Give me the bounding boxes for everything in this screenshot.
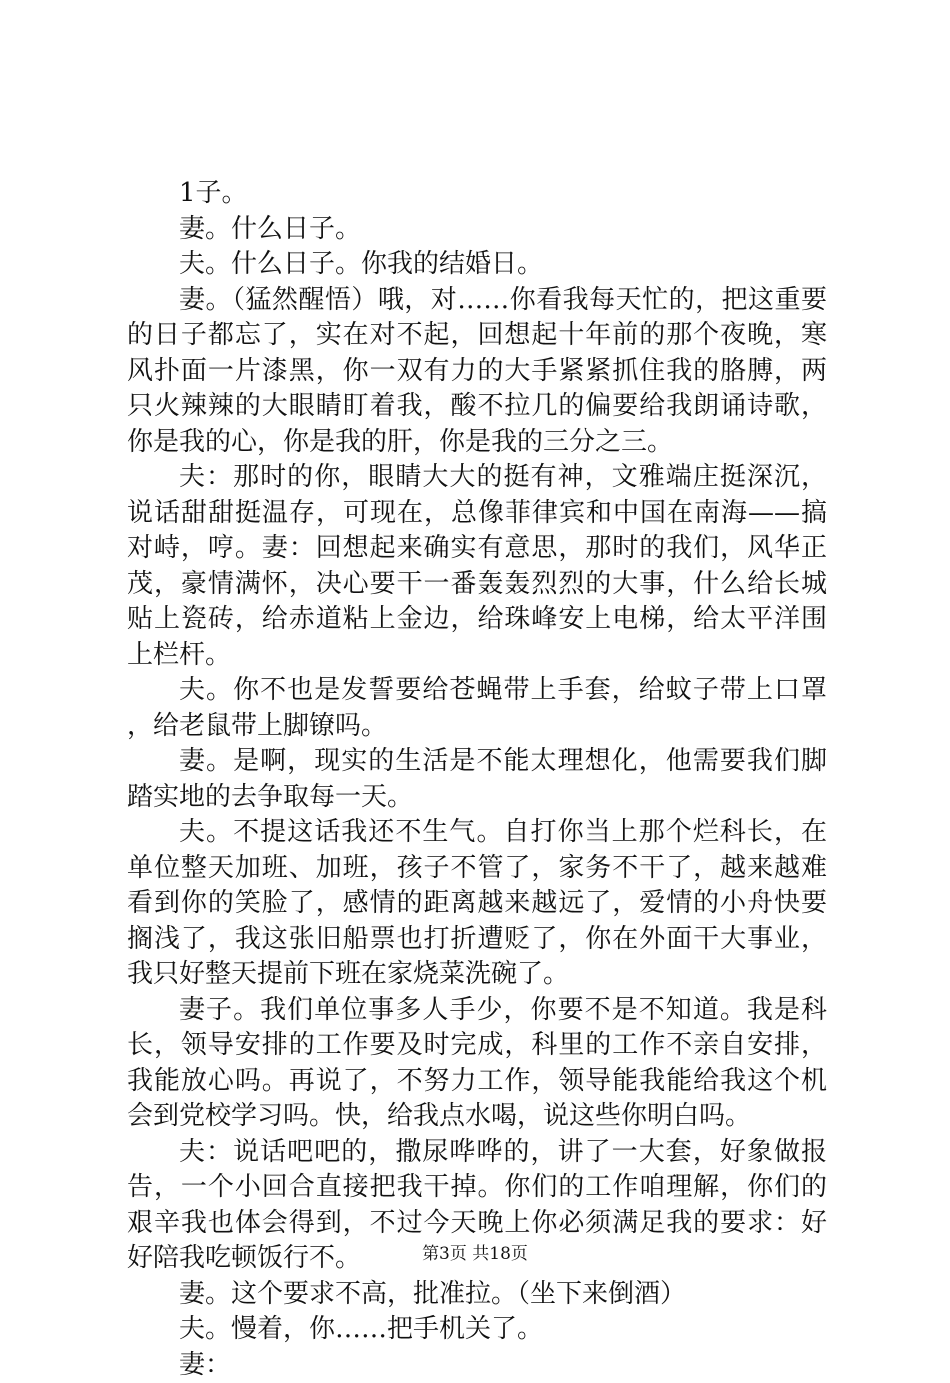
document-body <box>127 176 827 1383</box>
page-footer <box>0 1243 950 1265</box>
paragraph-3: 夫。什么日子。你我的结婚日。 <box>127 247 827 283</box>
paragraph-1: 1子。 <box>127 176 827 212</box>
paragraph-11: 妻。这个要求不高，批准拉。（坐下来倒酒） <box>127 1277 827 1313</box>
paragraph-4: 妻。（猛然醒悟）哦，对……你看我每天忙的，把这重要的日子都忘了，实在对不起，回想起十年前的那个夜晚，寒风扑面一片漆黑，你一双有力的大手紧紧抓住我的胳膊，两只火辣辣的大眼睛盯着我，酸不拉几的偏要给我朗诵诗歌，你是我的心，你是我的肝，你是我的三分之三。 <box>127 283 827 461</box>
paragraph-13: 妻： <box>127 1348 827 1383</box>
page-number-label: 第3页 共18页 <box>422 1244 528 1264</box>
paragraph-10: 夫：说话吧吧的，撒尿哗哗的，讲了一大套，好象做报告，一个小回合直接把我干掉。你们的工作咱理解，你们的艰辛我也体会得到，不过今天晚上你必须满足我的要求：好好陪我吃顿饭行不。 <box>127 1135 827 1277</box>
paragraph-9: 妻子。我们单位事多人手少，你要不是不知道。我是科长，领导安排的工作要及时完成，科里的工作不亲自安排，我能放心吗。再说了，不努力工作，领导能我能给我这个机会到党校学习吗。快，给我点水喝，说这些你明白吗。 <box>127 993 827 1135</box>
paragraph-8: 夫。不提这话我还不生气。自打你当上那个烂科长，在单位整天加班、加班，孩子不管了，家务不干了，越来越难看到你的笑脸了，感情的距离越来越远了，爱情的小舟快要搁浅了，我这张旧船票也打折遭贬了，你在外面干大事业，我只好整天提前下班在家烧菜洗碗了。 <box>127 815 827 993</box>
paragraph-12: 夫。慢着，你……把手机关了。 <box>127 1312 827 1348</box>
paragraph-2: 妻。什么日子。 <box>127 212 827 248</box>
paragraph-6: 夫。你不也是发誓要给苍蝇带上手套，给蚊子带上口罩，给老鼠带上脚镣吗。 <box>127 673 827 744</box>
paragraph-5: 夫：那时的你，眼睛大大的挺有神，文雅端庄挺深沉，说话甜甜挺温存，可现在，总像菲律宾和中国在南海——搞对峙，哼。妻：回想起来确实有意思，那时的我们，风华正茂，豪情满怀，决心要干一番轰轰烈烈的大事，什么给长城贴上瓷砖，给赤道粘上金边，给珠峰安上电梯，给太平洋围上栏杆。 <box>127 460 827 673</box>
paragraph-7: 妻。是啊，现实的生活是不能太理想化，他需要我们脚踏实地的去争取每一天。 <box>127 744 827 815</box>
